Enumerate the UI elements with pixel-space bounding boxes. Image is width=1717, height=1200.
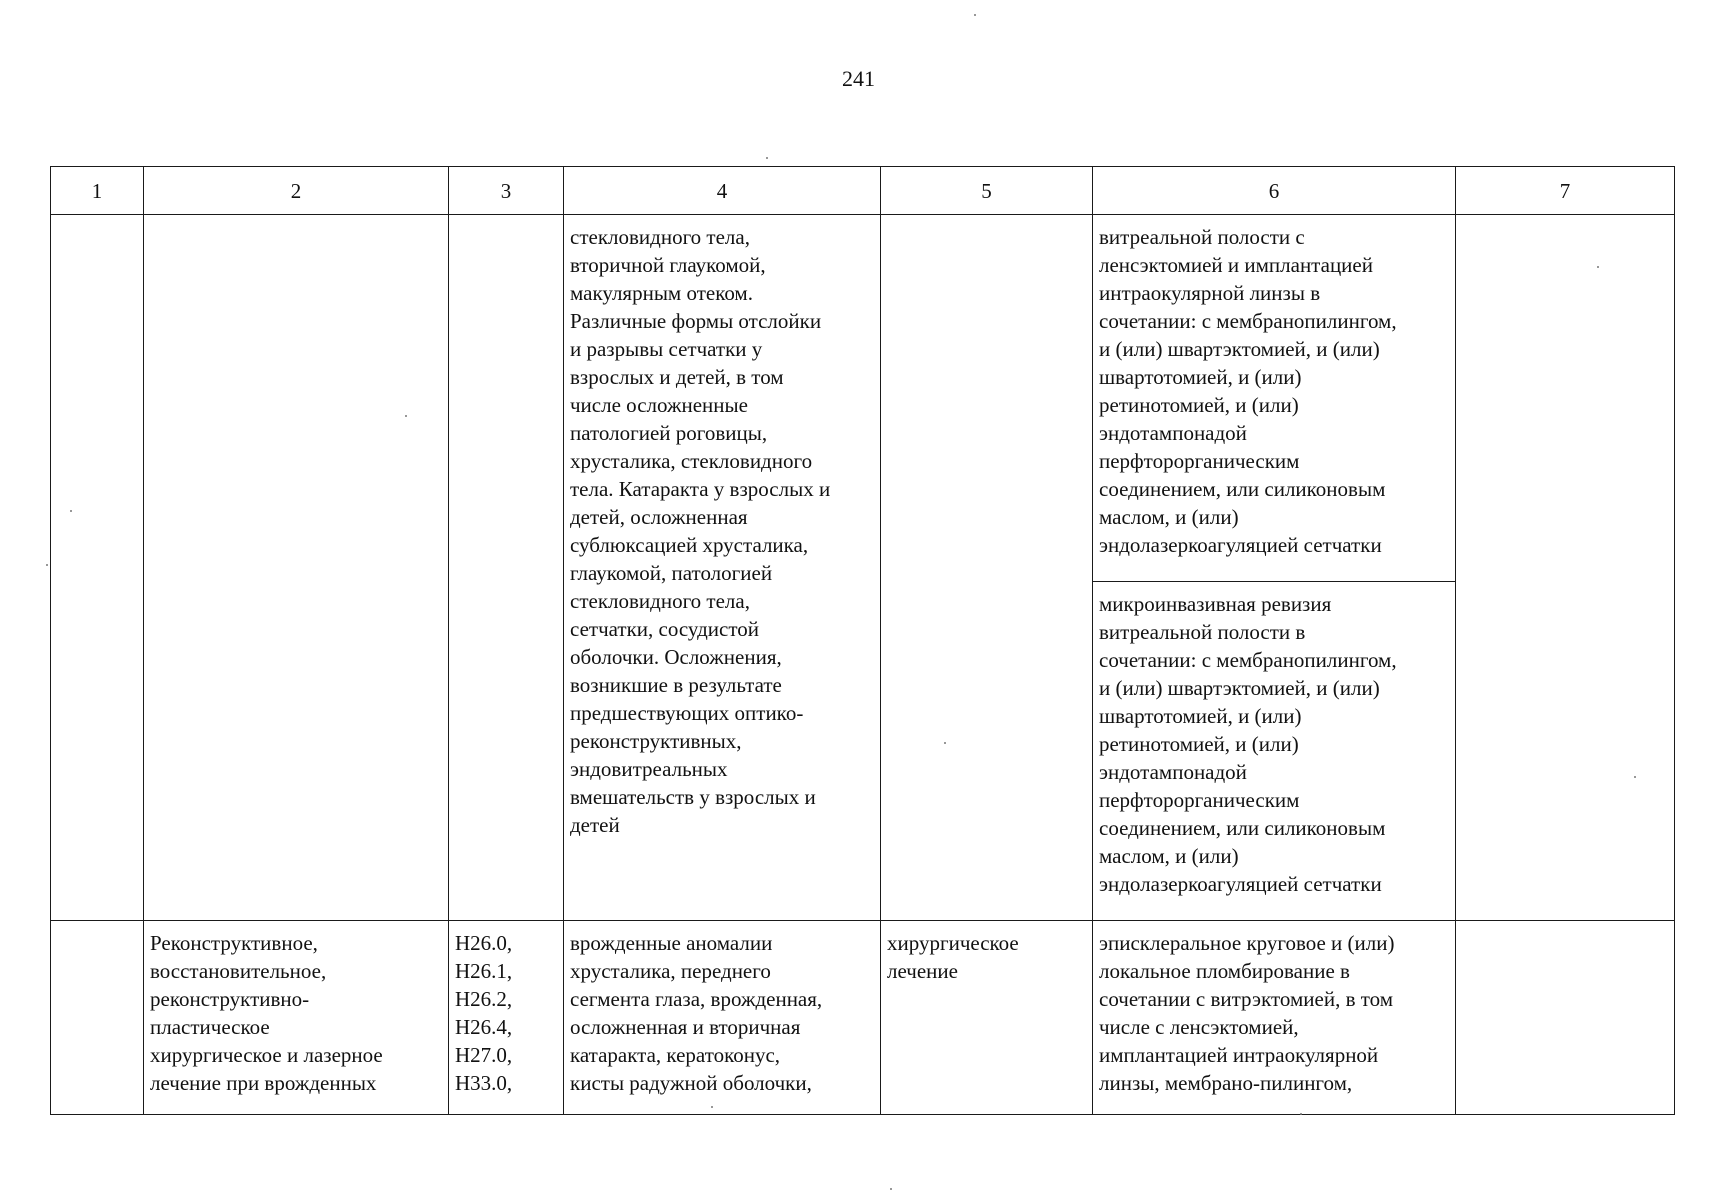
scan-speck: [1300, 1113, 1302, 1115]
scan-speck: [974, 14, 976, 16]
row2-treatment-kind-cell: хирургическое лечение: [881, 921, 1093, 1115]
header-cell-4: 4: [564, 167, 881, 215]
header-cell-7: 7: [1456, 167, 1675, 215]
scan-speck: [46, 564, 48, 566]
page-number: 241: [842, 66, 875, 91]
scan-speck: [711, 1106, 713, 1108]
table-row: [51, 921, 1675, 1115]
header-cell-2: 2: [144, 167, 449, 215]
row1-col2-cell: [144, 215, 449, 921]
table-row: [51, 215, 1675, 582]
header-cell-6: 6: [1093, 167, 1456, 215]
row1-col5-cell: [881, 215, 1093, 921]
header-cell-3: 3: [449, 167, 564, 215]
row2-treatment-type-cell: Реконструктивное, восстановительное, реконструктивно- пластическое хирургическое и лазерное лечение при врожденных: [144, 921, 449, 1115]
row1-col7-cell: [1456, 215, 1675, 921]
scan-speck: [1597, 266, 1599, 268]
scan-speck: [944, 742, 946, 744]
row1-col3-cell: [449, 215, 564, 921]
row2-icd-codes-cell: H26.0, H26.1, H26.2, H26.4, H27.0, H33.0,: [449, 921, 564, 1115]
row2-col1-cell: [51, 921, 144, 1115]
scan-speck: [70, 510, 72, 512]
scan-speck: [1634, 776, 1636, 778]
row1-diagnosis-cell: стекловидного тела, вторичной глаукомой, макулярным отеком. Различные формы отслойки и разрывы сетчатки у взрослых и детей, в том числе осложненные патологией роговицы, хрусталика, стекловидного тела. Катаракта у взрослых и детей, осложненная сублюксацией хрусталика, глаукомой, патологией стекловидного тела, сетчатки, сосудистой оболочки. Осложнения, возникшие в результате предшествующих оптико- реконструктивных, эндовитреальных вмешательств у взрослых и детей: [564, 215, 881, 921]
header-cell-5: 5: [881, 167, 1093, 215]
row1-col1-cell: [51, 215, 144, 921]
medical-procedures-table: [50, 166, 1675, 1115]
scan-speck: [890, 1188, 892, 1190]
row1-method-cell-a: витреальной полости с ленсэктомией и имплантацией интраокулярной линзы в сочетании: с мембранопилингом, и (или) швартэктомией, и (или) швартотомией, и (или) ретинотомией, и (или) эндотампонадой перфторорганическим соединением, или силиконовым маслом, и (или) эндолазеркоагуляцией сетчатки: [1093, 215, 1456, 582]
table-header-row: [51, 167, 1675, 215]
header-cell-1: 1: [51, 167, 144, 215]
row2-diagnosis-cell: врожденные аномалии хрусталика, переднего сегмента глаза, врожденная, осложненная и вторичная катаракта, кератоконус, кисты радужной оболочки,: [564, 921, 881, 1115]
scan-speck: [405, 415, 407, 417]
scan-speck: [766, 157, 768, 159]
row1-method-cell-b: микроинвазивная ревизия витреальной полости в сочетании: с мембранопилингом, и (или) швартэктомией, и (или) швартотомией, и (или) ретинотомией, и (или) эндотампонадой перфторорганическим соединением, или силиконовым маслом, и (или) эндолазеркоагуляцией сетчатки: [1093, 582, 1456, 921]
row2-method-cell: эписклеральное круговое и (или) локальное пломбирование в сочетании с витрэктомией, в том числе с ленсэктомией, имплантацией интраокулярной линзы, мембрано-пилингом,: [1093, 921, 1456, 1115]
row2-col7-cell: [1456, 921, 1675, 1115]
